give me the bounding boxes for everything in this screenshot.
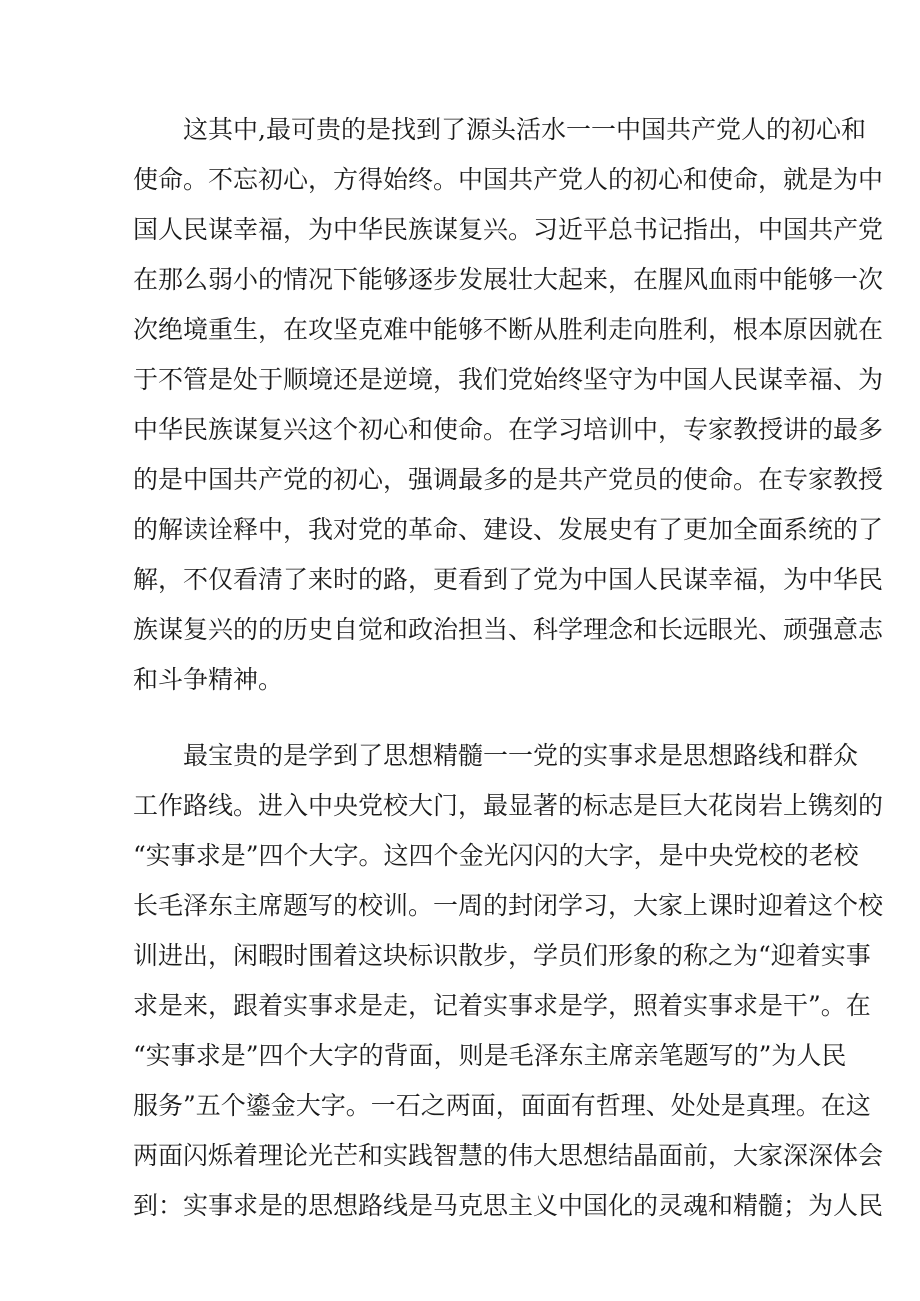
paragraph-line: 训进出，闲暇时围着这块标识散步，学员们形象的称之为“迎着实事 xyxy=(133,941,871,970)
paragraph-line: 最宝贵的是学到了思想精髓一一党的实事求是思想路线和群众 xyxy=(183,741,859,770)
paragraph-line: 服务”五个鎏金大字。一石之两面，面面有哲理、处处是真理。在这 xyxy=(133,1091,871,1120)
paragraph-line: 到：实事求是的思想路线是马克思主义中国化的灵魂和精髓；为人民 xyxy=(133,1191,884,1220)
paragraph-line: 求是来，跟着实事求是走，记着实事求是学，照着实事求是干”。在 xyxy=(133,991,871,1020)
paragraph-line: 次绝境重生，在攻坚克难中能够不断从胜利走向胜利，根本原因就在 xyxy=(133,315,884,344)
paragraph-line: 和斗争精神。 xyxy=(133,665,284,694)
paragraph-line: 在那么弱小的情况下能够逐步发展壮大起来，在腥风血雨中能够一次 xyxy=(133,265,884,294)
paragraph-line: 使命。不忘初心，方得始终。中国共产党人的初心和使命，就是为中 xyxy=(133,165,884,194)
paragraph-line: 长毛泽东主席题写的校训。一周的封闭学习，大家上课时迎着这个校 xyxy=(133,891,884,920)
paragraph-line: 族谋复兴的的历史自觉和政治担当、科学理念和长远眼光、顽强意志 xyxy=(133,615,884,644)
paragraph-line: 工作路线。进入中央党校大门，最显著的标志是巨大花岗岩上镌刻的 xyxy=(133,791,884,820)
paragraph-line: “实事求是”四个大字的背面，则是毛泽东主席亲笔题写的”为人民 xyxy=(133,1041,847,1070)
paragraph-line: 两面闪烁着理论光芒和实践智慧的伟大思想结晶面前，大家深深体会 xyxy=(133,1141,884,1170)
paragraph-line: 的是中国共产党的初心，强调最多的是共产党员的使命。在专家教授 xyxy=(133,465,884,494)
paragraph-line: “实事求是”四个大字。这四个金光闪闪的大字，是中央党校的老校 xyxy=(133,841,859,870)
paragraph-line: 国人民谋幸福，为中华民族谋复兴。习近平总书记指出，中国共产党 xyxy=(133,215,884,244)
paragraph-line: 解，不仅看清了来时的路，更看到了党为中国人民谋幸福，为中华民 xyxy=(133,565,884,594)
paragraph-line: 于不管是处于顺境还是逆境，我们党始终坚守为中国人民谋幸福、为 xyxy=(133,365,884,394)
paragraph-line: 的解读诠释中，我对党的革命、建设、发展史有了更加全面系统的了 xyxy=(133,515,884,544)
paragraph-line: 这其中,最可贵的是找到了源头活水一一中国共产党人的初心和 xyxy=(183,115,866,144)
paragraph-line: 中华民族谋复兴这个初心和使命。在学习培训中，专家教授讲的最多 xyxy=(133,415,884,444)
